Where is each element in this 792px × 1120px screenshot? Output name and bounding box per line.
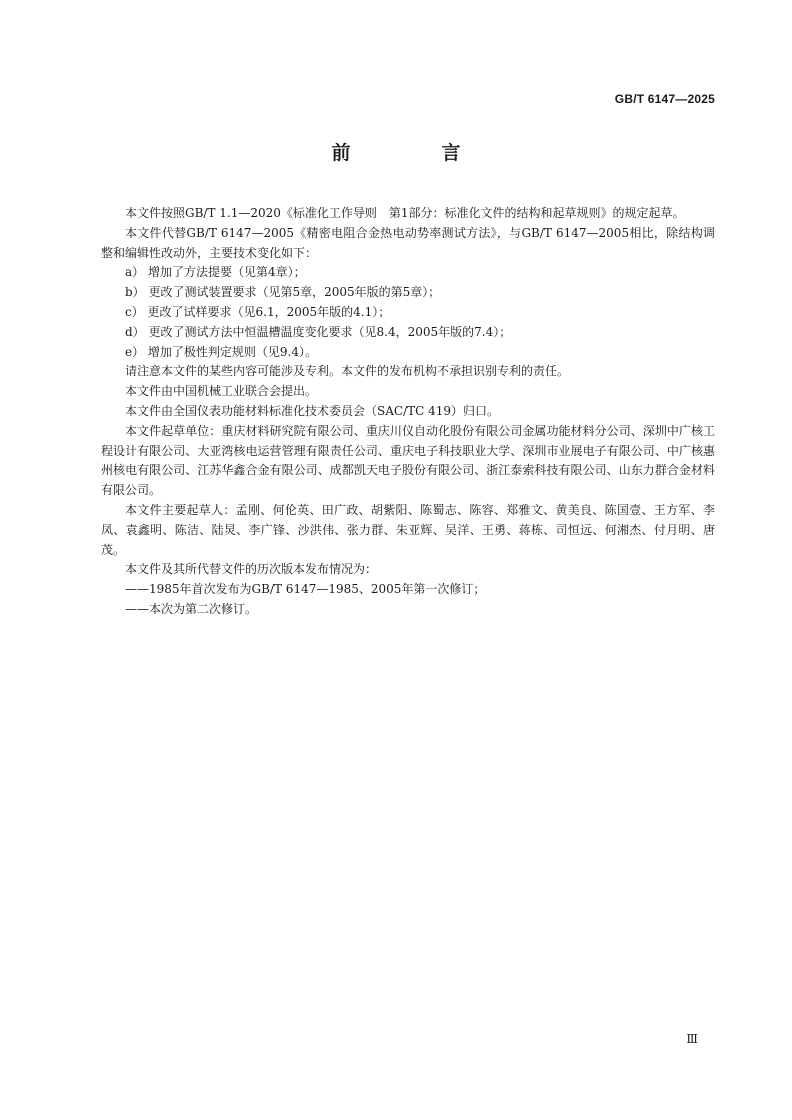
change-item-b: b） 更改了测试装置要求（见第5章，2005年版的第5章）；	[125, 285, 441, 300]
history-item-current: ——本次为第二次修订。	[125, 601, 258, 616]
change-item-d: d） 更改了测试方法中恒温槽温度变化要求（见8.4，2005年版的7.4）；	[125, 324, 512, 339]
foreword-body	[101, 204, 715, 620]
page-title: 前 言	[331, 142, 497, 164]
standard-code: GB/T 6147—2025	[614, 92, 715, 106]
page-number: Ⅲ	[686, 1032, 698, 1046]
paragraph-replacement: 本文件代替GB/T 6147—2005《精密电阻合金热电动势率测试方法》，与GB/T 6147—2005相比，除结构调整和编辑性改动外，主要技术变化如下：	[101, 225, 715, 260]
paragraph-drafting-rules: 本文件按照GB/T 1.1—2020《标准化工作导则 第1部分：标准化文件的结构和起草规则》的规定起草。	[125, 206, 685, 220]
paragraph-drafting-units: 本文件起草单位：重庆材料研究院有限公司、重庆川仪自动化股份有限公司金属功能材料分公司、深圳中广核工程设计有限公司、大亚湾核电运营管理有限责任公司、重庆电子科技职业大学、深圳市业展电子有限公司、中广核惠州核电有限公司、江苏华鑫合金有限公司、成都凯天电子股份有限公司、浙江泰索科技有限公司、山东力群合金材料有限公司。	[101, 423, 715, 498]
change-item-e: e） 增加了极性判定规则（见9.4）。	[125, 344, 318, 359]
paragraph-patent-notice: 请注意本文件的某些内容可能涉及专利。本文件的发布机构不承担识别专利的责任。	[125, 364, 570, 379]
paragraph-proposer: 本文件由中国机械工业联合会提出。	[125, 384, 318, 399]
change-item-c: c） 更改了试样要求（见6.1，2005年版的4.1）；	[125, 304, 391, 319]
paragraph-committee: 本文件由全国仪表功能材料标准化技术委员会（SAC/TC 419）归口。	[125, 403, 500, 418]
change-item-a: a） 增加了方法提要（见第4章）；	[125, 265, 306, 280]
history-item-1985: ——1985年首次发布为GB/T 6147—1985、2005年第一次修订；	[125, 582, 486, 597]
paragraph-history-intro: 本文件及其所代替文件的历次版本发布情况为：	[125, 562, 378, 577]
paragraph-drafters: 本文件主要起草人：孟刚、何伦英、田广政、胡紫阳、陈蜀志、陈容、郑雅文、黄美良、陈国壹、王方军、李凤、袁鑫明、陈洁、陆炅、李广锋、沙洪伟、张力群、朱亚辉、吴洋、王勇、蒋栋、司恒远、何湘杰、付月明、唐茂。	[101, 502, 715, 557]
